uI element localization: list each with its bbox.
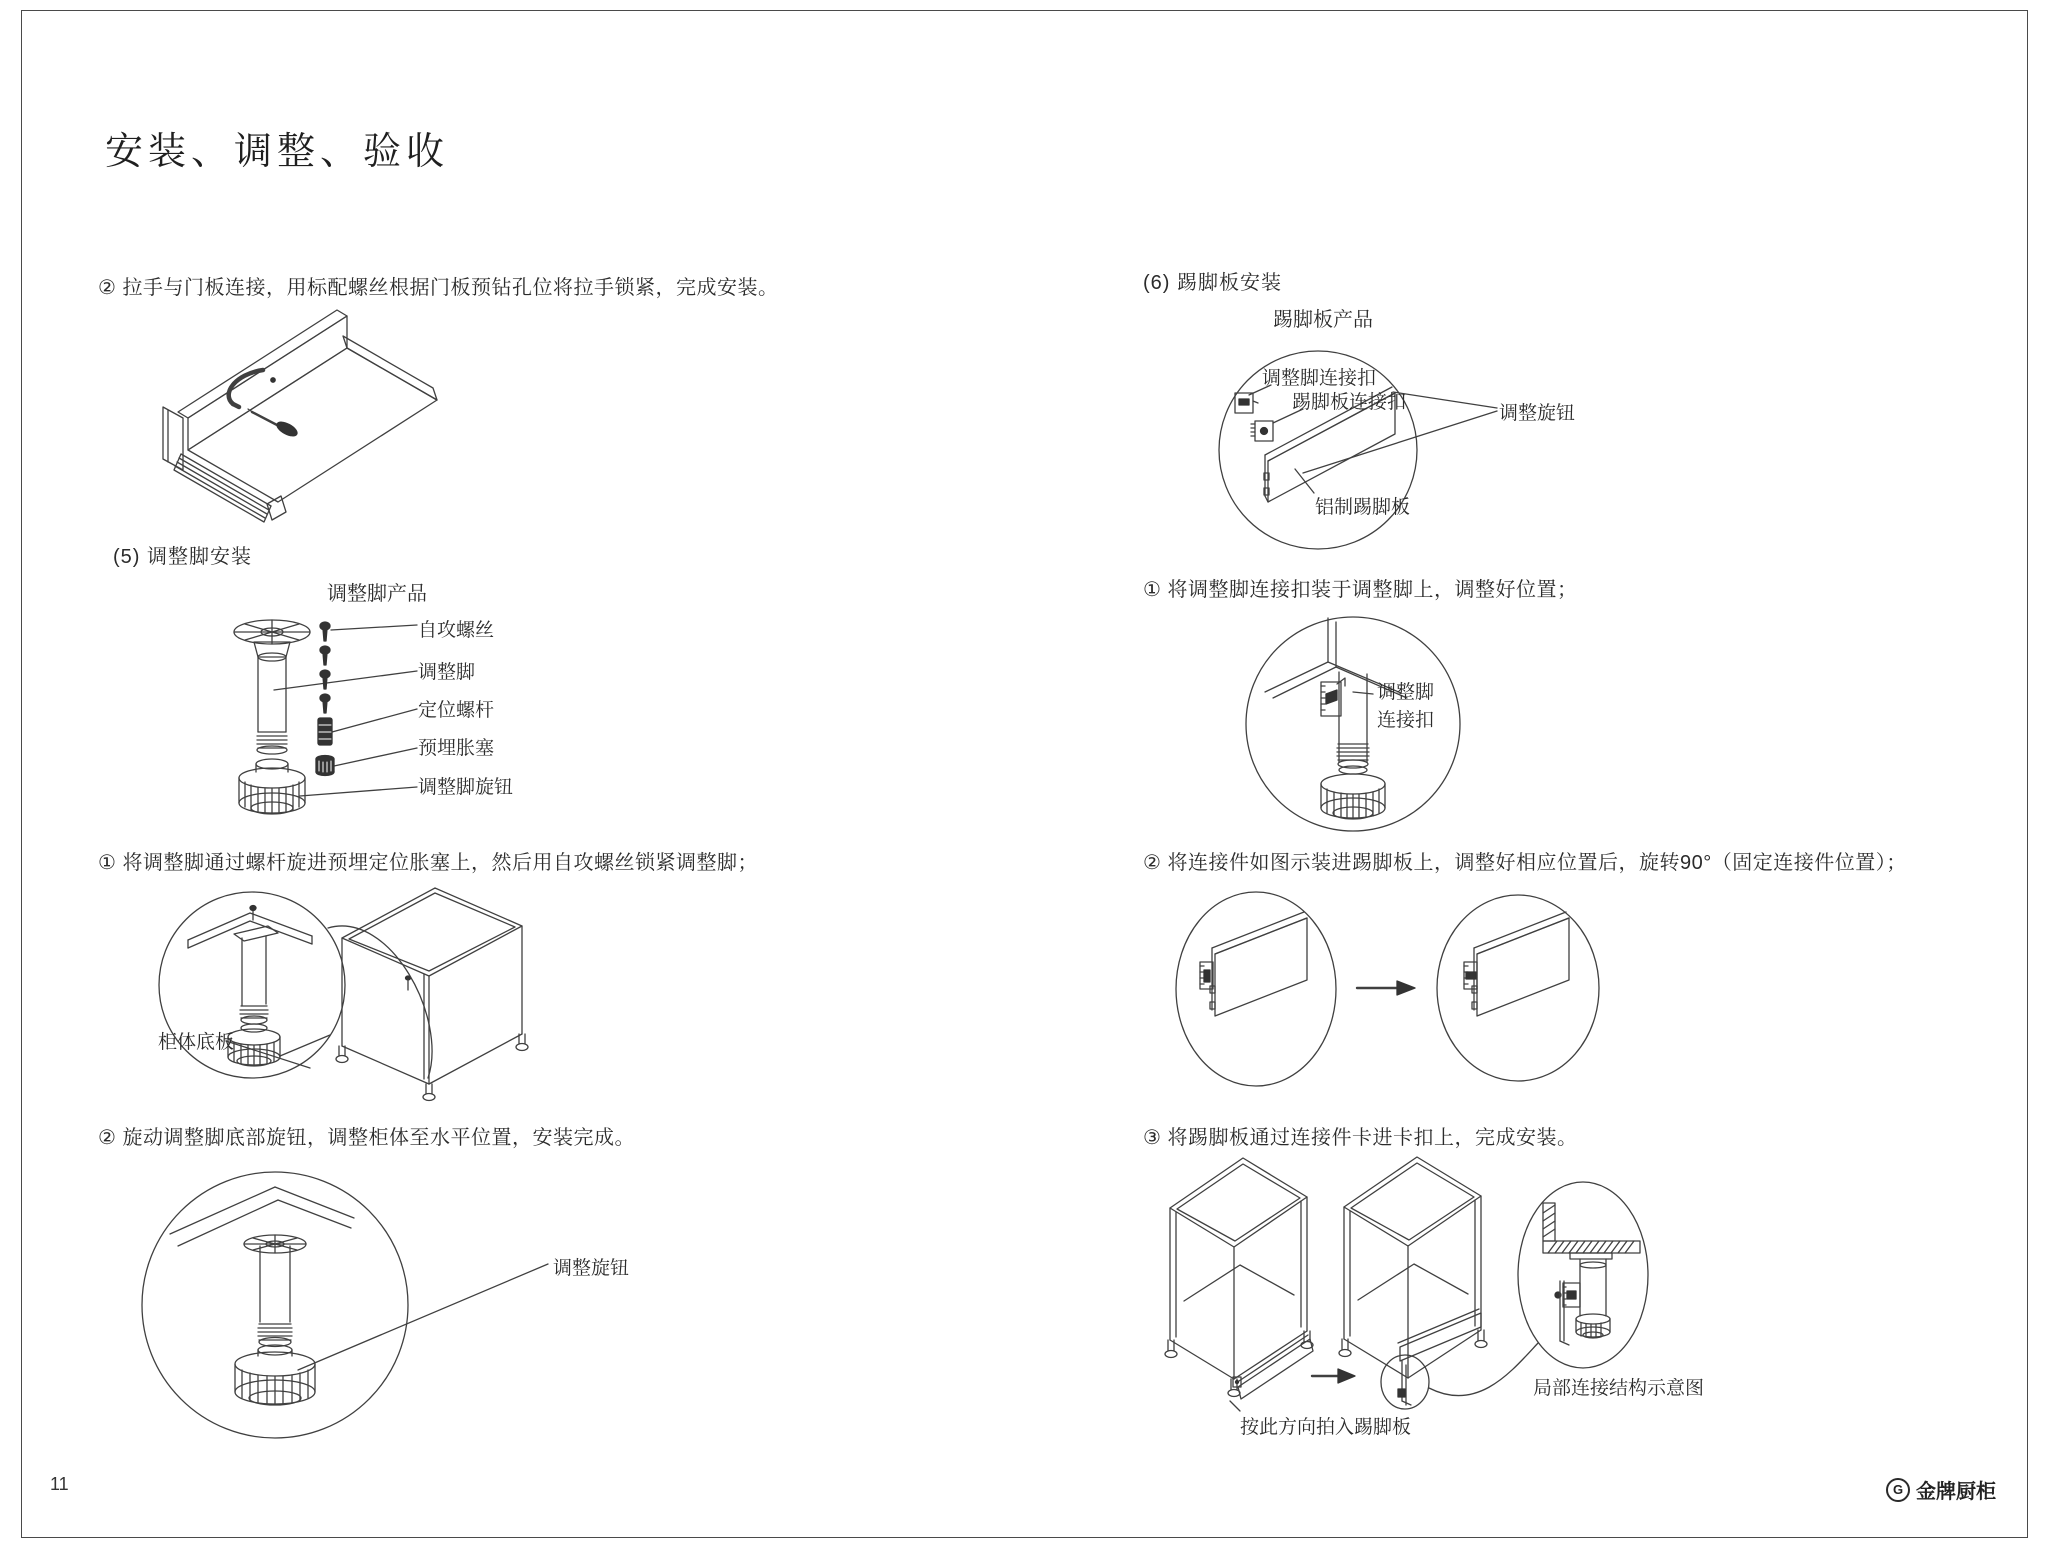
section-5-heading: (5) 调整脚安装: [113, 546, 252, 568]
brand-name: 金牌厨柜: [1916, 1481, 1996, 1503]
foot-clip-on-leg-icon: [1321, 678, 1345, 716]
label-embedded-anchor: 预埋胀塞: [418, 738, 495, 759]
adjust-foot-art: [234, 620, 417, 814]
page-number: 11: [50, 1474, 69, 1494]
foot-clip-install-diagram: [1225, 612, 1695, 852]
adjust-foot-product-caption: 调整脚产品: [327, 583, 427, 605]
label-positioning-stud: 定位螺杆: [418, 700, 495, 721]
connection-detail-circle: [1518, 1182, 1648, 1368]
cabinet-after-art: [1339, 1157, 1538, 1409]
cabinet-box-art: [328, 888, 528, 1101]
label-foot-clip-line1: 调整脚: [1377, 682, 1435, 703]
label-cabinet-bottom-panel: 柜体底板: [158, 1032, 235, 1053]
page-title: 安装、调整、验收: [105, 131, 450, 173]
label-push-direction: 按此方向拍入踢脚板: [1240, 1417, 1412, 1438]
brand-logo: [1886, 1475, 1996, 1504]
label-self-tapping-screw: 自攻螺丝: [418, 620, 495, 641]
knob-circle-art: [142, 1172, 548, 1438]
screw-icon: [271, 378, 275, 382]
label-adjust-foot: 调整脚: [418, 662, 476, 683]
label-adjust-knob-left: 调整旋钮: [553, 1258, 630, 1279]
label-foot-clip-line2: 连接扣: [1377, 710, 1435, 731]
brand-g-icon: G: [1886, 1478, 1910, 1502]
foot-cabinet-diagram: [150, 878, 540, 1113]
knob-adjust-diagram: [138, 1158, 578, 1458]
label-detail-caption: 局部连接结构示意图: [1533, 1378, 1705, 1399]
label-adjust-knob-right: 调整旋钮: [1499, 403, 1576, 424]
label-foot-knob: 调整脚旋钮: [418, 777, 514, 798]
clip-rotate-diagram: [1175, 882, 1705, 1112]
door-panel-art: [163, 310, 437, 522]
kickboard-step-1: ① 将调整脚连接扣装于调整脚上，调整好位置；: [1143, 579, 1578, 601]
screwdriver-icon: [252, 412, 277, 425]
foot-step-2: ② 旋动调整脚底部旋钮，调整柜体至水平位置，安装完成。: [98, 1127, 635, 1149]
self-tapping-screws-icon: [320, 622, 330, 713]
arrow-right-icon: [1357, 981, 1415, 995]
handle-install-step: ② 拉手与门板连接，用标配螺丝根据门板预钻孔位将拉手锁紧，完成安装。: [98, 277, 779, 299]
foot-step-1: ① 将调整脚通过螺杆旋进预埋定位胀塞上，然后用自攻螺丝锁紧调整脚；: [98, 852, 758, 874]
kickboard-step-3: ③ 将踢脚板通过连接件卡进卡扣上，完成安装。: [1143, 1127, 1578, 1149]
embedded-anchor-icon: [316, 756, 334, 776]
handle-icon: [229, 370, 263, 404]
positioning-stud-icon: [318, 718, 332, 745]
label-foot-connector-clip: 调整脚连接扣: [1262, 368, 1377, 389]
door-panel-handle-diagram: [115, 300, 455, 535]
label-aluminum-kickboard: 铝制踢脚板: [1315, 497, 1411, 518]
kickboard-product-caption: 踢脚板产品: [1273, 309, 1373, 331]
clip-before-circle: [1176, 892, 1336, 1086]
label-kickboard-connector-clip: 踢脚板连接扣: [1292, 392, 1407, 413]
kickboard-step-2: ② 将连接件如图示装进踢脚板上，调整好相应位置后，旋转90°（固定连接件位置）；: [1143, 852, 1907, 874]
clip-after-circle: [1437, 895, 1599, 1081]
cabinet-before-art: [1165, 1158, 1313, 1411]
board-clip-icon: [1251, 421, 1273, 441]
foot-clip-icon: [1235, 393, 1258, 413]
section-6-heading: (6) 踢脚板安装: [1143, 272, 1282, 294]
arrow-right-icon: [1312, 1369, 1355, 1383]
